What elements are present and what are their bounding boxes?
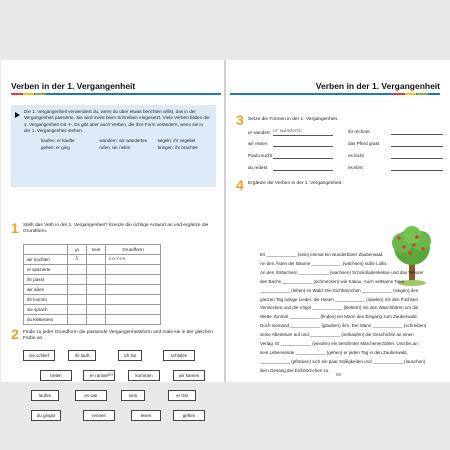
word-box[interactable]: schlafen [163,350,195,361]
color-stripes [393,93,440,95]
verb-prompt: ihr rechnet [348,129,370,134]
story-line: An den Sträuchern ____________ (wachsen) Schokoladenkekse und das Wasser [260,269,424,275]
task-number: 2 [11,326,19,342]
answer-line[interactable] [391,170,443,171]
page-title: Verben in der 1. Vergangenheit [315,81,440,91]
nein-cell[interactable] [87,275,106,285]
story-line: ganzen Tag lustige Lieder, die Hasen ____________ (spielen) mit den Füchsen [260,296,419,302]
story-line: Verlag. Er ____________ (werden) ein berühmter Märchenerzähler. Und bis an [260,341,418,347]
right-page [226,60,450,382]
stripe-blue [47,93,58,95]
table-header [24,245,68,255]
word-box[interactable]: sein [121,390,145,401]
fill-row [248,153,333,159]
answer-line[interactable] [273,146,333,147]
verb-prompt: es klirrt [348,165,363,170]
word-box[interactable]: kommen [128,370,160,381]
color-stripes [11,93,58,95]
story-line: dem Gesang der Eichhörnchen zu. [260,367,330,373]
page-number: 65 [336,372,342,377]
stripe-yellow [405,93,416,95]
grundform-cell[interactable] [106,305,161,315]
info-text: Die 1. Vergangenheit verwendest du, wenn du über etwas berichten willst, das in der Vergangenheit passierte. Sie wird meist beim Schreiben eingesetzt. Viele Verben bilden die 1. Vergangenheit mit -t-. Es gibt aber auch Verben, die ihre Form verändern, wenn sie in der 1. Vergangenheit stehen. [24,109,210,134]
verb-prompt: wir essen [248,141,268,146]
ja-cell[interactable] [68,285,87,295]
verb-cell: er spazierte [24,265,68,275]
word-box[interactable]: treten [40,370,72,381]
answer-line[interactable] [273,158,333,159]
table-row [24,265,161,275]
nein-cell[interactable] [87,265,106,275]
verb-table [23,244,161,325]
table-row [24,305,161,315]
ja-cell[interactable] [68,315,87,325]
story-line: seine Abenteuer auf und ____________ (verkaufen) die Geschichte an einen [260,332,414,338]
table-row [24,295,161,305]
example-form: bringen: ihr brachtet [157,145,198,150]
story-line: An den Ästen der Bäume ____________ (wachsen) süße Lollis. [260,260,388,266]
example-form: segeln: ihr segeltet [157,138,196,143]
task-instruction: Setze die Formen in der 1. Vergangenheit. [248,117,339,122]
fill-row [248,141,333,147]
page-title: Verben in der 1. Vergangenheit [11,81,136,91]
task-instruction: Finde zu jeder Grundform die passende Vergangenheitsform und male sie in der gleichen Farbe an. [23,330,213,341]
nein-cell[interactable] [87,295,106,305]
word-box[interactable]: ihr lauft [68,350,96,361]
verb-cell: wir kochten [24,255,68,265]
word-box[interactable]: ich los [118,350,142,361]
left-page [1,60,225,418]
nein-cell[interactable] [87,285,106,295]
stripe-blue [429,93,440,95]
story-line: Doch niemand ____________ (glauben) ihm. Der Mann ____________ (schreiben) [260,323,427,329]
fill-row [348,129,443,135]
arrow-icon [15,112,20,118]
task-instruction: Stellt das Verb in der 1. Vergangenheit? Kreuze die richtige Antwort an und ergänze die Grundform. [23,223,209,234]
task-instruction: Ergänze die Verben in der 1. Vergangenheit. [248,181,343,186]
word-box[interactable]: du gingst [31,410,61,421]
story-line: ____________ (pflücken) sich ein paar Süßigkeiten und ____________ (lauschen) [260,358,426,364]
nein-cell[interactable] [87,255,106,265]
example-form: gehen: er ging [41,145,70,150]
fill-row [348,141,443,147]
example-form: kaufen: er kaufte [41,138,75,143]
stripe-red [11,93,22,95]
table-row [24,255,161,265]
table-row [24,315,161,325]
table-row [24,275,161,285]
stripe-green [35,93,46,95]
story-line: Verstecken und die Vögel ____________ (klettern) mit den Waschbären um die [260,305,419,311]
stripe-green [417,93,428,95]
stripe-yellow [23,93,34,95]
nein-cell[interactable] [87,315,106,325]
task-number: 3 [236,112,244,128]
answer-line[interactable] [391,134,443,135]
example-form: wandern: wir wanderten [99,138,148,143]
word-box[interactable]: lesen [131,410,161,421]
example-form: rufen: wir riefen [99,145,131,150]
task-number: 1 [11,220,19,236]
verb-cell: ihr kommt [24,295,68,305]
grundform-cell[interactable] [106,295,161,305]
story-text [260,251,444,376]
info-box [11,105,216,187]
example-forms [41,138,212,150]
verb-prompt: das Pferd grast [348,141,380,146]
grundform-cell[interactable]: kochen [106,255,161,265]
story-line: ____________ (leben) im Wald: Die Eichhörnchen ____________ (singen) den [260,287,419,293]
answer-line[interactable] [391,146,443,147]
ja-cell[interactable]: X [68,255,87,265]
fill-row [248,165,333,171]
table-header: nein [87,245,106,255]
ja-cell[interactable] [68,265,87,275]
verb-prompt: es lacht [348,153,364,158]
story-line: sein Lebensende ____________ (gehen) er jeden Tag in den Zauberwald, [260,349,408,355]
word-box[interactable]: er trat [168,390,196,401]
grundform-cell[interactable] [106,285,161,295]
answer-line[interactable] [273,170,333,171]
answer-line[interactable] [391,158,443,159]
task-number: 4 [236,177,244,193]
ja-cell[interactable] [68,305,87,315]
table-header: ja [68,245,87,255]
verb-cell: wir aßen [24,285,68,295]
answer-line[interactable]: er wanderte [273,129,333,136]
verb-prompt: er wandert [248,130,270,135]
story-line: Wette. Einmal ____________ (finden) ein Mann den Eingang zum Zauberwald. [260,314,418,320]
grundform-cell[interactable] [106,265,161,275]
fill-row [248,129,333,136]
verb-cell: du klettertest [24,315,68,325]
nein-cell[interactable] [87,305,106,315]
word-box[interactable]: wir kamen [173,370,205,381]
grundform-cell[interactable] [106,315,161,325]
verb-cell: ihr passt [24,275,68,285]
verb-prompt: du redest [248,165,268,170]
word-box[interactable]: sie schlief [23,350,55,361]
verb-cell: sie sprach [24,305,68,315]
ja-cell[interactable] [68,295,87,305]
stripe-red [393,93,404,95]
word-box[interactable]: er rannte [83,370,115,381]
story-line: des Bachs ____________ (schmecken) wie Kakao. Auch seltsame Tiere [260,278,405,284]
fill-row [348,165,443,171]
story-line: Es ____________ (sein) einmal ein wunderbarer Zauberwald. [260,252,384,257]
word-box[interactable]: gehen [173,410,205,421]
table-header: Grundform [106,245,161,255]
word-box[interactable]: rennen [83,410,115,421]
grundform-cell[interactable] [106,275,161,285]
ja-cell[interactable] [68,275,87,285]
word-box[interactable]: laufen [31,390,59,401]
page-number: 64 [108,372,114,377]
table-header-row [24,245,161,255]
table-row [24,285,161,295]
fill-row [348,153,443,159]
word-box[interactable]: es war [75,390,107,401]
verb-prompt: Paula sucht [248,153,273,158]
